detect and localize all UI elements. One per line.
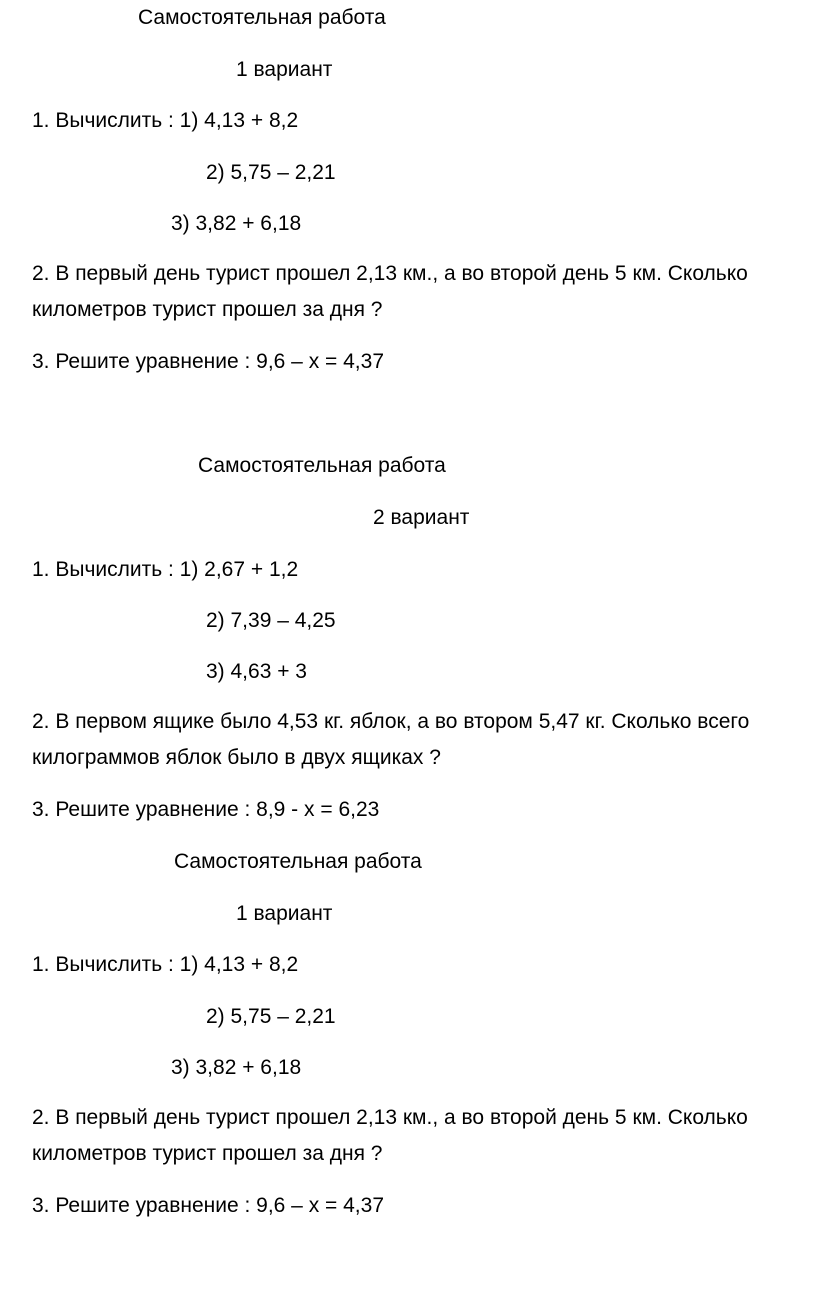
task1-line1: 1. Вычислить : 1) 2,67 + 1,2 (32, 558, 299, 581)
task2-text: 2. В первый день турист прошел 2,13 км., а во второй день 5 км. Сколько километров турист прошел за дня ? (32, 1106, 748, 1165)
task2-text: 2. В первый день турист прошел 2,13 км., а во второй день 5 км. Сколько километров турист прошел за дня ? (32, 262, 748, 321)
task3-text: 3. Решите уравнение : 9,6 – х = 4,37 (32, 350, 384, 373)
task2-text: 2. В первом ящике было 4,53 кг. яблок, а во втором 5,47 кг. Сколько всего килограммов яблок было в двух ящиках ? (32, 710, 750, 769)
task1-line1: 1. Вычислить : 1) 4,13 + 8,2 (32, 109, 299, 132)
task1-line2: 2) 7,39 – 4,25 (206, 609, 336, 632)
task3-text: 3. Решите уравнение : 8,9 - х = 6,23 (32, 798, 380, 821)
variant-label: 1 вариант (236, 902, 333, 925)
task1-line2: 2) 5,75 – 2,21 (206, 1005, 336, 1028)
section-title: Самостоятельная работа (138, 6, 386, 29)
task3-text: 3. Решите уравнение : 9,6 – х = 4,37 (32, 1194, 384, 1217)
task1-line3: 3) 3,82 + 6,18 (171, 1056, 302, 1079)
variant-label: 2 вариант (373, 506, 470, 529)
task1-line2: 2) 5,75 – 2,21 (206, 161, 336, 184)
section-title: Самостоятельная работа (174, 850, 422, 873)
task1-line1: 1. Вычислить : 1) 4,13 + 8,2 (32, 953, 299, 976)
task1-line3: 3) 4,63 + 3 (206, 660, 307, 683)
task1-line3: 3) 3,82 + 6,18 (171, 212, 302, 235)
section-title: Самостоятельная работа (198, 454, 446, 477)
variant-label: 1 вариант (236, 58, 333, 81)
